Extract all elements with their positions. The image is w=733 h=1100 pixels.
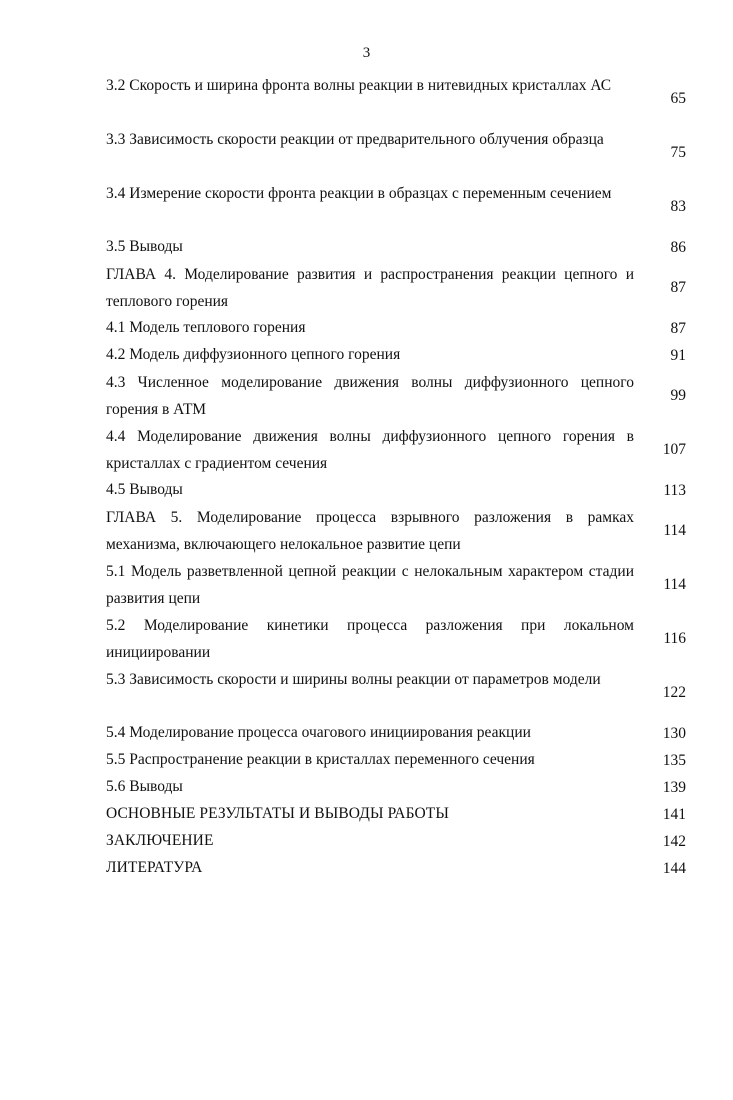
toc-entry-title: ГЛАВА 5. Моделирование процесса взрывного разложения в рамках механизма, включающего нелокальное развитие цепи	[106, 509, 634, 553]
toc-entry-title: 4.3 Численное моделирование движения волны диффузионного цепного горения в АТМ	[106, 374, 634, 418]
toc-entry-title: 4.4 Моделирование движения волны диффузионного цепного горения в кристаллах с градиентом сечения	[106, 428, 634, 472]
toc-entry-page: 83	[670, 198, 686, 215]
toc-entry	[106, 72, 686, 126]
toc-entry	[106, 774, 686, 801]
toc-entry	[106, 612, 686, 666]
toc-entry	[106, 126, 686, 180]
toc-entry	[106, 180, 686, 234]
toc-entry-page: 141	[662, 805, 686, 823]
toc-entry	[106, 423, 686, 477]
toc-entry	[106, 855, 686, 882]
toc-entry	[106, 828, 686, 855]
toc-entry-title: 5.3 Зависимость скорости и ширины волны реакции от параметров модели	[106, 671, 601, 688]
toc-entry	[106, 342, 686, 369]
toc-entry-page: 122	[662, 684, 686, 701]
toc-entry-page: 114	[663, 576, 686, 593]
toc-entry	[106, 558, 686, 612]
toc-entry	[106, 666, 686, 720]
toc-entry-title: 3.4 Измерение скорости фронта реакции в образцах с переменным сечением	[106, 185, 612, 202]
toc-entry-page: 86	[670, 238, 686, 256]
toc-entry-title: 5.6 Выводы	[106, 778, 183, 795]
toc-entry-title: 4.2 Модель диффузионного цепного горения	[106, 346, 401, 363]
toc-entry	[106, 720, 686, 747]
toc-entry-page: 130	[662, 724, 686, 742]
table-of-contents	[106, 72, 686, 882]
toc-entry-page: 139	[662, 778, 686, 796]
toc-entry-page: 113	[663, 481, 686, 499]
toc-entry	[106, 234, 686, 261]
toc-entry-title: 4.1 Модель теплового горения	[106, 319, 306, 336]
toc-entry-title: 5.4 Моделирование процесса очагового инициирования реакции	[106, 724, 531, 741]
toc-entry-title: ГЛАВА 4. Моделирование развития и распространения реакции цепного и теплового горения	[106, 266, 634, 310]
toc-entry	[106, 747, 686, 774]
toc-entry-page: 135	[662, 751, 686, 769]
toc-entry-title: 3.5 Выводы	[106, 238, 183, 255]
toc-entry-title: ЗАКЛЮЧЕНИЕ	[106, 832, 214, 849]
toc-entry	[106, 801, 686, 828]
toc-entry-page: 107	[662, 441, 686, 458]
toc-entry	[106, 315, 686, 342]
toc-entry	[106, 504, 686, 558]
toc-entry-title: 3.3 Зависимость скорости реакции от предварительного облучения образца	[106, 131, 604, 148]
toc-entry-page: 65	[670, 90, 686, 107]
toc-entry-page: 116	[663, 630, 686, 647]
toc-entry	[106, 477, 686, 504]
toc-entry-title: ЛИТЕРАТУРА	[106, 859, 203, 876]
toc-entry-page: 142	[662, 832, 686, 850]
toc-entry-title: 3.2 Скорость и ширина фронта волны реакции в нитевидных кристаллах АС	[106, 77, 612, 94]
toc-entry-title: 4.5 Выводы	[106, 481, 183, 498]
page-number: 3	[362, 45, 371, 61]
toc-entry-page: 114	[663, 522, 686, 539]
toc-entry-title: 5.5 Распространение реакции в кристаллах переменного сечения	[106, 751, 535, 768]
toc-entry-page: 99	[670, 387, 686, 404]
toc-entry-title: 5.2 Моделирование кинетики процесса разложения при локальном инициировании	[106, 617, 634, 661]
toc-entry-page: 87	[670, 319, 686, 337]
toc-entry-page: 75	[670, 144, 686, 161]
toc-entry-title: 5.1 Модель разветвленной цепной реакции с нелокальным характером стадии развития цепи	[106, 563, 634, 607]
toc-entry-page: 87	[670, 279, 686, 296]
toc-entry	[106, 369, 686, 423]
toc-entry-title: ОСНОВНЫЕ РЕЗУЛЬТАТЫ И ВЫВОДЫ РАБОТЫ	[106, 805, 449, 822]
toc-entry	[106, 261, 686, 315]
toc-entry-page: 144	[662, 859, 686, 877]
toc-entry-page: 91	[670, 346, 686, 364]
